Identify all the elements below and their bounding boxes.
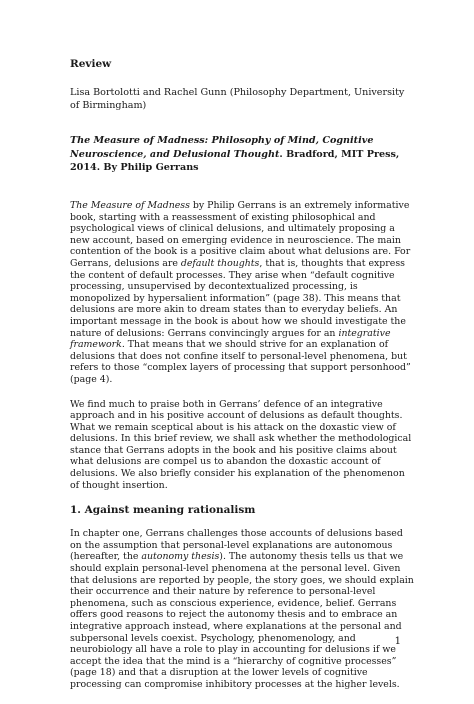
document-page bbox=[70, 58, 415, 704]
default-thoughts-term: default thoughts bbox=[180, 257, 260, 269]
paragraph-1 bbox=[70, 200, 415, 386]
book-title-inline: The Measure of Madness bbox=[70, 200, 190, 212]
paragraph-3-text-b: ). The autonomy thesis tells us that we should explain personal-level phenomena at the personal level. Given that delusions are reported by people, the story goes, we should explain their occurrence and their nature by reference to personal-level phenomena, such as conscious experience, evidence, belief. Gerrans offers good reasons to reject the autonomy thesis and to embrace an integrative approach instead, where explanations at the personal and subpersonal levels coexist. Psychology, phenomenology, and neurobiology all have a role to play in accounting for delusions if we accept the idea that the mind is a “hierarchy of cognitive processes” (page 18) and that a disruption at the lower levels of cognitive processing can compromise inhibitory processes at the higher levels. bbox=[70, 551, 414, 690]
integrative-framework-term: integrative framework bbox=[70, 327, 391, 351]
book-publication: . Bradford, MIT Press, 2014. By Philip Gerrans bbox=[70, 148, 400, 173]
book-title-italic: The Measure of Madness: Philosophy of Mind, Cognitive Neuroscience, and Delusional Thought bbox=[70, 135, 374, 160]
autonomy-thesis-term: autonomy thesis bbox=[141, 551, 220, 563]
paragraph-1-text-c: . That means that we should strive for an explanation of delusions that does not confine itself to personal-level phenomena, but refers to those “complex layers of processing that support personhood” (page 4). bbox=[70, 339, 411, 385]
authors-line: Lisa Bortolotti and Rachel Gunn (Philosophy Department, University of Birmingham) bbox=[70, 87, 405, 112]
paragraph-1-text-b: , that is, thoughts that express the content of default processes. They arise when “default cognitive processing, unsupervised by decontextualized processing, is monopolized by hypersalient information” (page 38). This means that delusions are more akin to dream states than to everyday beliefs. An important message in the book is about how we should investigate the nature of delusions: Gerrans convincingly argues for an bbox=[70, 257, 406, 339]
paragraph-3 bbox=[70, 528, 415, 690]
book-title bbox=[70, 134, 415, 174]
paragraph-1-text-a: by Philip Gerrans is an extremely informative book, starting with a reassessment of existing philosophical and psychological views of clinical delusions, and ultimately proposing a new account, based on emerging evidence in neuroscience. The main contention of the book is a positive claim about what delusions are. For Gerrans, delusions are bbox=[70, 200, 411, 269]
page-number: 1 bbox=[394, 636, 401, 647]
review-heading: Review bbox=[70, 58, 112, 70]
section-1-heading: 1. Against meaning rationalism bbox=[70, 504, 256, 517]
paragraph-3-text-a: In chapter one, Gerrans challenges those accounts of delusions based on the assumption that personal-level explanations are autonomous (hereafter, the bbox=[70, 528, 403, 563]
paragraph-2: We find much to praise both in Gerrans’ defence of an integrative approach and in his positive account of delusions as default thoughts. What we remain sceptical about is his attack on the doxastic view of delusions. In this brief review, we shall ask whether the methodological stance that Gerrans adopts in the book and his positive claims about what delusions are compel us to abandon the doxastic account of delusions. We also briefly consider his explanation of the phenomenon of thought insertion. bbox=[70, 398, 412, 491]
